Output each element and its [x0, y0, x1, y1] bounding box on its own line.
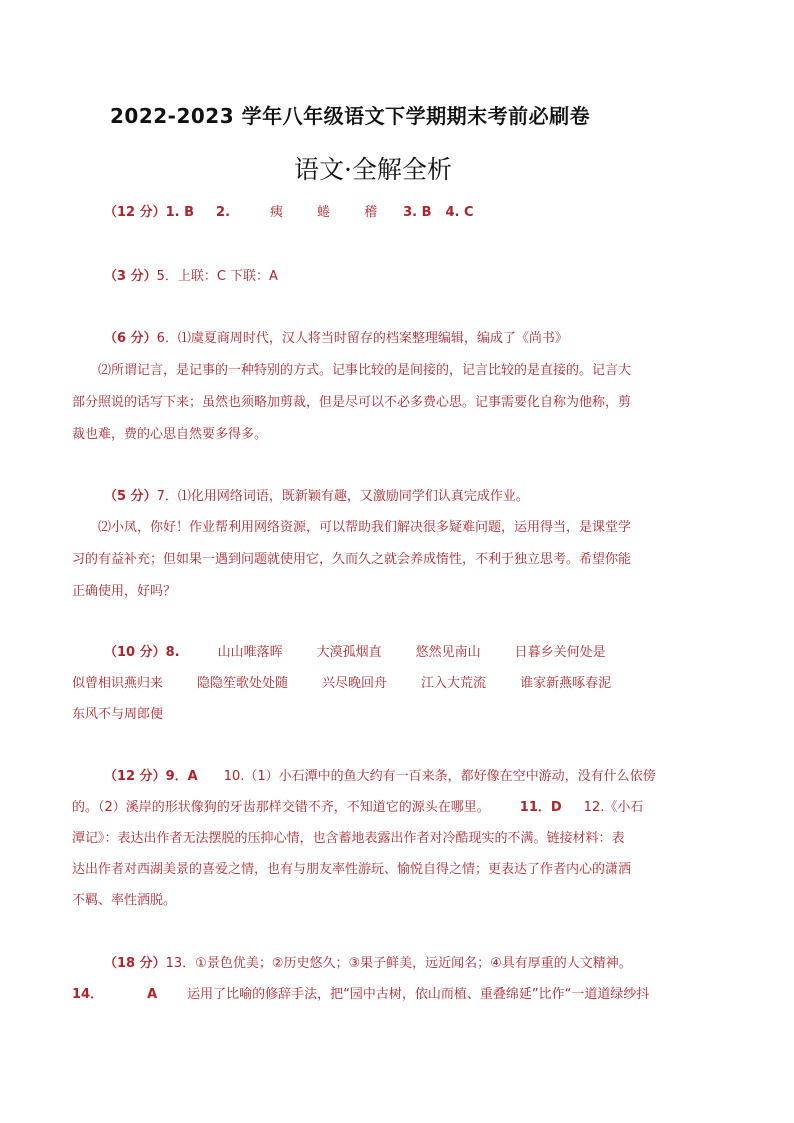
answer-item: 隐隐笙歌处处随: [197, 676, 289, 691]
answer-item: A: [147, 987, 158, 1002]
answer-line-q9-3: 潭记》：表达出作者无法摆脱的压抑心情，也含蓄地表露出作者对冷酷现实的不满。链接材料：表: [72, 831, 625, 846]
answer-line-q6: [72, 330, 682, 348]
answer-line-q9-2: [72, 799, 682, 817]
answer-line-q9: [72, 768, 682, 786]
document-title: 2022-2023 学年八年级语文下学期期末考前必刷卷: [110, 104, 591, 128]
answer-line-q5: [72, 268, 682, 286]
answer-line-q9-4: 达出作者对西湖美景的喜爱之情，也有与朋友率性游玩、愉悦自得之情；更表达了作者内心的潇洒: [72, 862, 632, 877]
answer-item: 山山唯落晖: [217, 645, 283, 660]
answer-item: 江入大荒流: [421, 676, 487, 691]
answer-item: 2.: [216, 205, 231, 220]
answer-item: 谁家新燕啄春泥: [520, 676, 612, 691]
answer-line-q9-5: 不羁、率性洒脱。: [72, 893, 177, 908]
answer-item: 9．A: [165, 769, 198, 784]
answer-item: 日暮乡关何处是: [514, 645, 606, 660]
answer-text: 12.《小石: [583, 800, 644, 815]
answer-item: 蜷: [317, 205, 331, 220]
answer-text: ⑵所谓记言，是记事的一种特别的方式。记事比较的是间接的，记言比较的是直接的。记言大: [98, 363, 632, 378]
answer-text: 的。（2）溪岸的形状像狗的牙齿那样交错不齐，不知道它的源头在哪里。: [72, 800, 490, 815]
answer-item: 3. B: [403, 205, 432, 220]
answer-text: 5．上联：C 下联：A: [156, 269, 278, 284]
answer-text: 10.（1）小石潭中的鱼大约有一百来条，都好像在空中游动，没有什么依傍: [223, 769, 656, 784]
answer-item: 1. B: [165, 205, 195, 220]
answer-text: 7．⑴化用网络词语，既新颖有趣，又激励同学们认真完成作业。: [156, 489, 529, 504]
score-label: （6 分）: [104, 331, 157, 346]
answer-item: 14．: [72, 987, 104, 1002]
answer-line-q6-4: 裁也难，费的心思自然要多得多。: [72, 427, 268, 442]
score-label: （18 分）: [104, 956, 166, 971]
answer-line-q1-4: [72, 204, 682, 222]
score-label: （3 分）: [104, 269, 157, 284]
answer-text: ⑵小凤，你好！作业帮利用网络资源，可以帮助我们解决很多疑难问题，运用得当，是课堂学: [98, 520, 632, 535]
answer-line-q6-2: [72, 362, 682, 380]
answer-item: 似曾相识燕归来: [72, 676, 164, 691]
answer-item: 11．D: [519, 800, 562, 815]
answer-line-q6-3: 部分照说的话写下来；虽然也须略加剪裁，但是尽可以不必多费心思。记事需要化自称为他称，剪: [72, 395, 632, 410]
answer-item: 4. C: [445, 205, 474, 220]
answer-line-q7-3: 习的有益补充；但如果一遇到问题就使用它，久而久之就会养成惰性，不利于独立思考。希望你能: [72, 552, 632, 567]
score-label: （10 分）8.: [104, 645, 180, 660]
answer-item: 大漠孤烟直: [316, 645, 382, 660]
answer-line-q14: [72, 986, 682, 1004]
answer-line-q8-2: [72, 675, 682, 693]
answer-line-q7: [72, 488, 682, 506]
answer-item: 悠然见南山: [415, 645, 481, 660]
answer-text: 运用了比喻的修辞手法，把“园中古树，依山而植、重叠绵延”比作“一道道绿纱抖: [187, 987, 650, 1002]
score-label: （12 分）: [104, 205, 166, 220]
answer-line-q13: [72, 955, 682, 973]
score-label: （12 分）: [104, 769, 166, 784]
answer-text: 6．⑴虞夏商周时代，汉人将当时留存的档案整理编辑，编成了《尚书》: [156, 331, 568, 346]
answer-text: 13．①景色优美；②历史悠久；③果子鲜美，远近闻名；④具有厚重的人文精神。: [165, 956, 632, 971]
answer-line-q8-3: 东风不与周郎便: [72, 707, 164, 722]
score-label: （5 分）: [104, 489, 157, 504]
answer-item: 稽: [364, 205, 378, 220]
answer-item: 痍: [270, 205, 284, 220]
document-subtitle: 语文·全解全析: [294, 155, 452, 184]
answer-line-q7-2: [72, 519, 682, 537]
answer-line-q8: [72, 644, 682, 662]
answer-line-q7-4: 正确使用，好吗？: [72, 584, 177, 599]
answer-item: 兴尽晚回舟: [322, 676, 388, 691]
